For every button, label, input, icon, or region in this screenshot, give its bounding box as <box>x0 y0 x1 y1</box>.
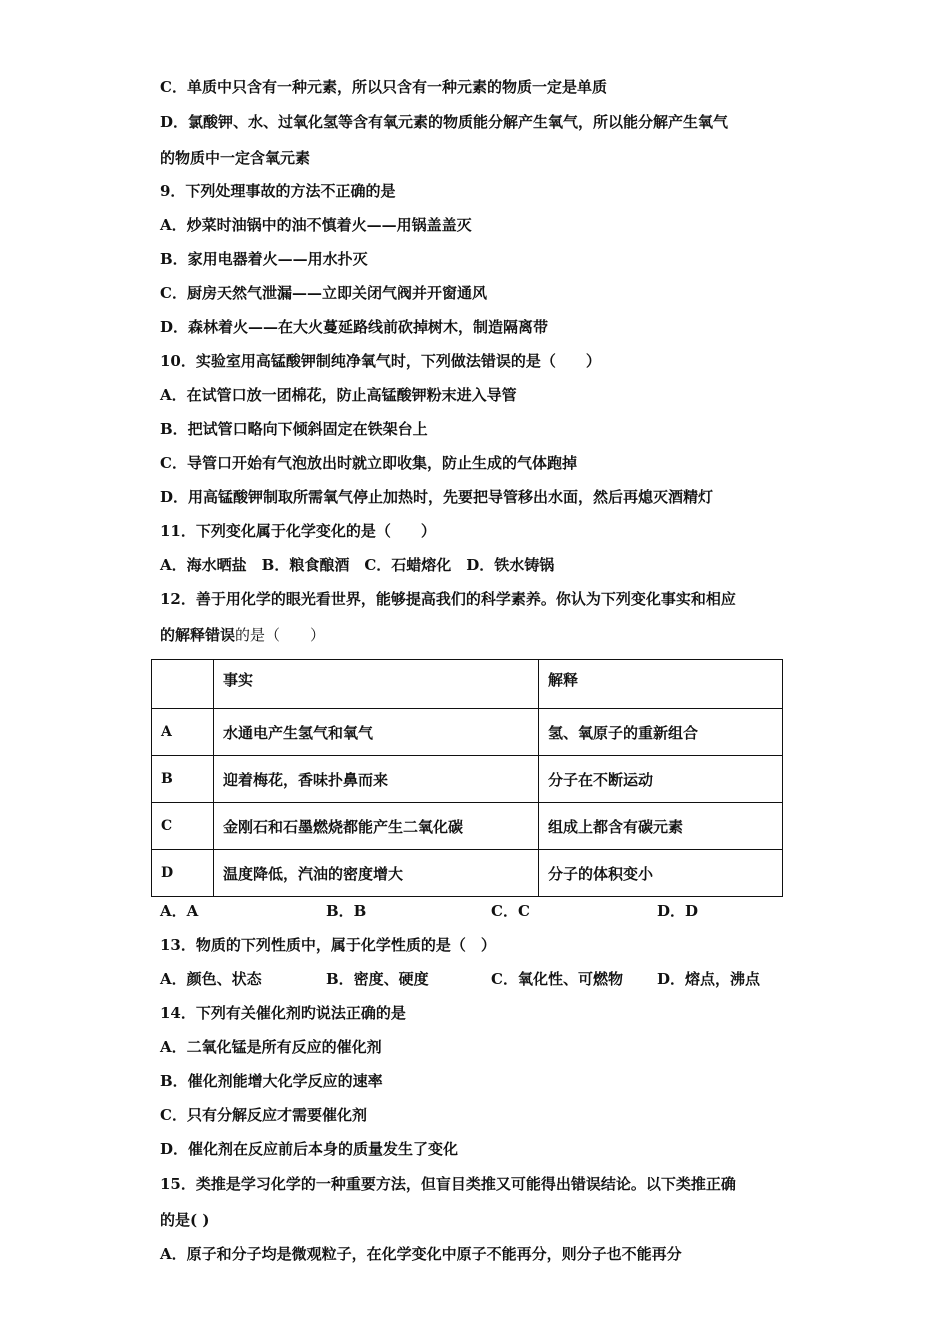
table-header-row <box>152 660 783 709</box>
row-fact: 迎着梅花，香味扑鼻而来 <box>214 756 539 803</box>
emphasis-text: 的解释错误 <box>160 626 236 644</box>
option-line: C．厨房天然气泄漏——立即关闭气阀并开窗通风 <box>160 284 487 302</box>
row-explain: 组成上都含有碳元素 <box>539 803 783 850</box>
q12-option-d: D．D <box>657 902 699 920</box>
facts-table <box>151 659 783 897</box>
option-line: A．二氧化锰是所有反应的催化剂 <box>160 1038 382 1056</box>
row-key: C <box>152 803 214 850</box>
option-line: B．催化剂能增大化学反应的速率 <box>160 1072 383 1090</box>
question-13: 13．物质的下列性质中，属于化学性质的是（ ） <box>160 936 496 954</box>
table-header-fact: 事实 <box>214 660 539 709</box>
option-line: D．森林着火——在大火蔓延路线前砍掉树木，制造隔离带 <box>160 318 549 336</box>
option-line: D．氯酸钾、水、过氧化氢等含有氧元素的物质能分解产生氧气，所以能分解产生氧气 <box>160 113 729 131</box>
table-row <box>152 850 783 897</box>
plain-text: 的是（ ） <box>235 626 326 644</box>
row-key: B <box>152 756 214 803</box>
table-row <box>152 709 783 756</box>
option-line: A．炒菜时油锅中的油不慎着火——用锅盖盖灭 <box>160 216 472 234</box>
question-11: 11．下列变化属于化学变化的是（ ） <box>160 522 436 540</box>
q12-option-b: B．B <box>326 902 367 920</box>
q13-option-c: C．氧化性、可燃物 <box>491 970 623 988</box>
options-row: A．海水晒盐 B．粮食酿酒 C．石蜡熔化 D．铁水铸锅 <box>160 556 555 574</box>
option-line: C．只有分解反应才需要催化剂 <box>160 1106 367 1124</box>
table-header-explain: 解释 <box>539 660 783 709</box>
option-line: D．用高锰酸钾制取所需氧气停止加热时，先要把导管移出水面，然后再熄灭酒精灯 <box>160 488 714 506</box>
q12-option-c: C．C <box>491 902 530 920</box>
row-explain: 氢、氧原子的重新组合 <box>539 709 783 756</box>
option-line: C．单质中只含有一种元素，所以只含有一种元素的物质一定是单质 <box>160 78 607 96</box>
row-explain: 分子在不断运动 <box>539 756 783 803</box>
question-15-cont: 的是( ) <box>160 1211 210 1229</box>
question-12: 12．善于用化学的眼光看世界，能够提高我们的科学素养。你认为下列变化事实和相应 <box>160 590 736 608</box>
row-key: A <box>152 709 214 756</box>
q13-option-a: A．颜色、状态 <box>160 970 262 988</box>
option-line: B．把试管口略向下倾斜固定在铁架台上 <box>160 420 428 438</box>
option-line-cont: 的物质中一定含氧元素 <box>160 149 311 167</box>
option-line: A．在试管口放一团棉花，防止高锰酸钾粉末进入导管 <box>160 386 517 404</box>
row-fact: 温度降低，汽油的密度增大 <box>214 850 539 897</box>
q13-option-d: D．熔点，沸点 <box>657 970 761 988</box>
option-line: C．导管口开始有气泡放出时就立即收集，防止生成的气体跑掉 <box>160 454 577 472</box>
question-12-cont <box>160 625 325 645</box>
question-14: 14．下列有关催化剂旳说法正确的是 <box>160 1004 406 1022</box>
table-row <box>152 756 783 803</box>
q12-option-a: A．A <box>160 902 199 920</box>
option-line: A．原子和分子均是微观粒子，在化学变化中原子不能再分，则分子也不能再分 <box>160 1245 682 1263</box>
row-explain: 分子的体积变小 <box>539 850 783 897</box>
question-9: 9．下列处理事故的方法不正确的是 <box>160 182 396 200</box>
row-fact: 金刚石和石墨燃烧都能产生二氧化碳 <box>214 803 539 850</box>
q13-option-b: B．密度、硬度 <box>326 970 429 988</box>
question-15: 15．类推是学习化学的一种重要方法，但盲目类推又可能得出错误结论。以下类推正确 <box>160 1175 736 1193</box>
table-row <box>152 803 783 850</box>
option-line: B．家用电器着火——用水扑灭 <box>160 250 368 268</box>
row-fact: 水通电产生氢气和氧气 <box>214 709 539 756</box>
row-key: D <box>152 850 214 897</box>
option-line: D．催化剂在反应前后本身的质量发生了变化 <box>160 1140 459 1158</box>
table-header-blank <box>152 660 214 709</box>
question-10: 10．实验室用高锰酸钾制纯净氧气时，下列做法错误的是（ ） <box>160 352 601 370</box>
